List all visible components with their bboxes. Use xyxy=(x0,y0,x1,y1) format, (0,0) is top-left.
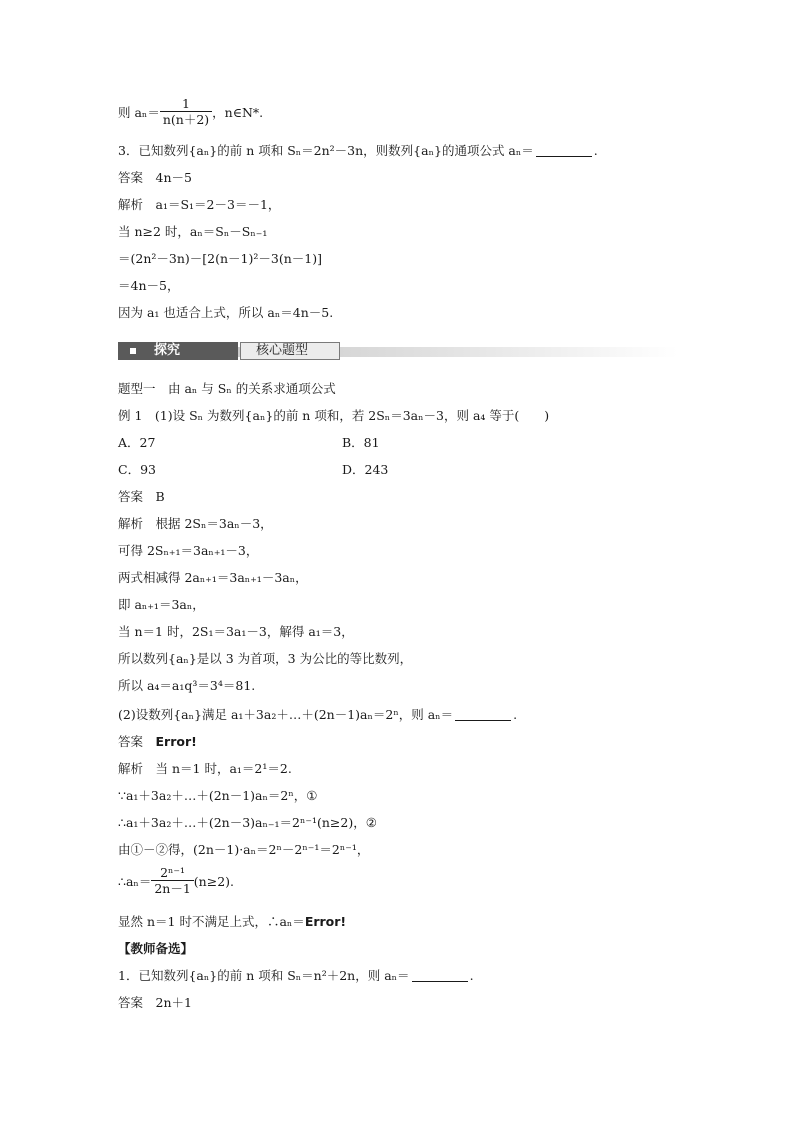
text: . xyxy=(469,968,474,983)
solution-line: ∵a₁＋3a₂＋…＋(2n－1)aₙ＝2ⁿ，① xyxy=(118,788,318,803)
banner-label-core-types: 核心题型 xyxy=(256,343,309,358)
solution-line: 可得 2Sₙ₊₁＝3aₙ₊₁－3， xyxy=(118,543,259,558)
answer-line: 答案 2n＋1 xyxy=(118,995,192,1010)
text: ∴aₙ＝ xyxy=(118,874,152,889)
banner-label-explore: 探究 xyxy=(154,343,181,358)
fraction-denominator: n(n＋2) xyxy=(162,112,210,127)
solution-line: 两式相减得 2aₙ₊₁＝3aₙ₊₁－3aₙ， xyxy=(118,570,308,585)
solution-line: 由①－②得，(2n－1)·aₙ＝2ⁿ－2ⁿ⁻¹＝2ⁿ⁻¹， xyxy=(118,842,370,857)
solution-line: 即 aₙ₊₁＝3aₙ， xyxy=(118,597,205,612)
option-a: A．27 xyxy=(118,435,156,450)
formula-line xyxy=(118,98,263,129)
answer-blank xyxy=(412,980,468,982)
teacher-selection-heading: 【教师备选】 xyxy=(118,941,194,956)
text: (n≥2). xyxy=(193,874,235,889)
teacher-question-1 xyxy=(118,967,474,985)
solution-line: 所以 a₄＝a₁q³＝3⁴＝81. xyxy=(118,678,256,693)
text: . xyxy=(513,707,518,722)
option-d: D．243 xyxy=(342,462,389,477)
text: . xyxy=(593,143,598,158)
formula-line xyxy=(118,867,234,898)
section-heading: 题型一 由 aₙ 与 Sₙ 的关系求通项公式 xyxy=(118,381,336,396)
answer-line xyxy=(118,733,197,751)
question-3 xyxy=(118,142,598,160)
example-1-question: 例 1 (1)设 Sₙ 为数列{aₙ}的前 n 项和，若 2Sₙ＝3aₙ－3，则 a₄ 等于( ) xyxy=(118,408,550,423)
error-placeholder: Error! xyxy=(155,734,197,749)
solution-line: 因为 a₁ 也适合上式，所以 aₙ＝4n－5. xyxy=(118,305,334,320)
solution-line: ＝(2n²－3n)－[2(n－1)²－3(n－1)] xyxy=(118,251,322,266)
solution-line: 解析 根据 2Sₙ＝3aₙ－3， xyxy=(118,516,273,531)
text: 显然 n＝1 时不满足上式，∴aₙ＝ xyxy=(118,914,305,929)
answer-label: 答案 xyxy=(118,734,156,749)
solution-line: 当 n＝1 时，2S₁＝3a₁－3，解得 a₁＝3， xyxy=(118,624,354,639)
question-text: (2)设数列{aₙ}满足 a₁＋3a₂＋…＋(2n－1)aₙ＝2ⁿ，则 aₙ＝ xyxy=(118,707,454,722)
text: ，n∈N*. xyxy=(212,105,264,120)
answer-line: 答案 4n－5 xyxy=(118,170,192,185)
solution-line: 当 n≥2 时，aₙ＝Sₙ－Sₙ₋₁ xyxy=(118,224,268,239)
answer-blank xyxy=(536,155,592,157)
error-placeholder: Error! xyxy=(304,914,347,929)
solution-line: 所以数列{aₙ}是以 3 为首项，3 为公比的等比数列， xyxy=(118,651,413,666)
section-banner xyxy=(118,341,678,361)
fraction xyxy=(151,865,193,896)
question-text: 1．已知数列{aₙ}的前 n 项和 Sₙ＝n²＋2n，则 aₙ＝ xyxy=(118,968,410,983)
fraction-numerator: 1 xyxy=(160,96,212,112)
solution-line: 解析 当 n＝1 时，a₁＝2¹＝2. xyxy=(118,761,292,776)
fraction-numerator: 2ⁿ⁻¹ xyxy=(151,865,193,881)
fraction-denominator: 2n－1 xyxy=(154,881,191,896)
text: 则 aₙ＝ xyxy=(118,105,160,120)
solution-line xyxy=(118,913,346,931)
option-c: C．93 xyxy=(118,462,156,477)
option-b: B．81 xyxy=(342,435,380,450)
answer-blank xyxy=(455,719,511,721)
answer-line: 答案 B xyxy=(118,489,165,504)
fraction xyxy=(160,96,212,127)
solution-line: 解析 a₁＝S₁＝2－3＝－1， xyxy=(118,197,281,212)
example-1-part-2 xyxy=(118,706,517,724)
solution-line: ＝4n－5， xyxy=(118,278,180,293)
solution-line: ∴a₁＋3a₂＋…＋(2n－3)aₙ₋₁＝2ⁿ⁻¹(n≥2)，② xyxy=(118,815,377,830)
question-text: 3．已知数列{aₙ}的前 n 项和 Sₙ＝2n²－3n，则数列{aₙ}的通项公式 aₙ＝ xyxy=(118,143,534,158)
square-bullet-icon xyxy=(130,348,136,354)
